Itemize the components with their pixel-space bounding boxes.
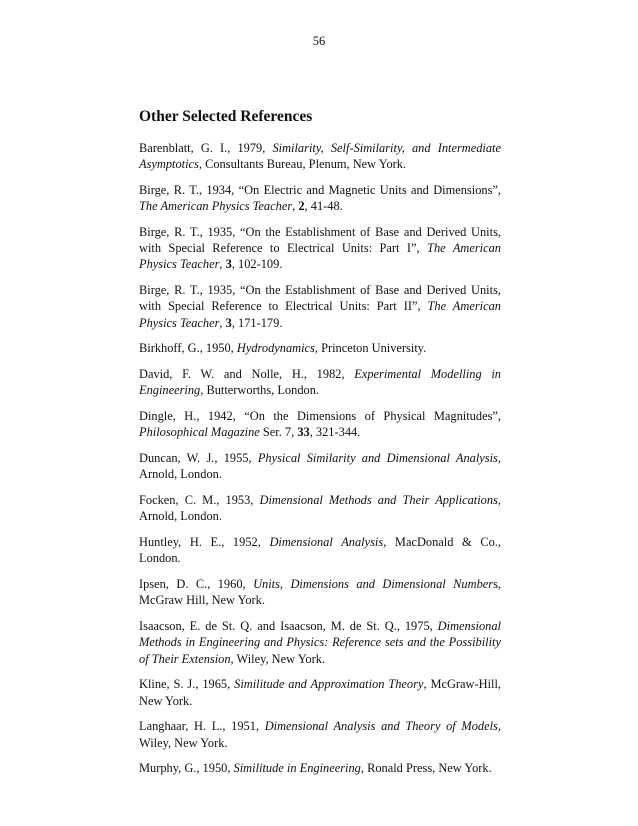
reference-entry (139, 224, 501, 273)
reference-text: Birge, R. T., 1934, “On Electric and Magnetic Units and Dimensions”, (139, 183, 501, 197)
reference-text: David, F. W. and Nolle, H., 1982, (139, 367, 355, 382)
reference-text: Duncan, W. J., 1955, (139, 451, 258, 466)
reference-text: Birkhoff, G., 1950, (139, 341, 237, 356)
reference-entry (139, 282, 501, 331)
reference-text: , Ronald Press, New York. (360, 761, 492, 776)
page-content (139, 108, 501, 786)
reference-text: , Arnold, London. (139, 493, 501, 524)
reference-title: Similitude and Approximation Theory (234, 677, 424, 692)
reference-title: The American Physics Teacher (139, 199, 293, 214)
reference-text: , (219, 257, 226, 272)
reference-text: Ser. 7, (259, 425, 298, 440)
reference-text: s, McGraw Hill, New York. (139, 577, 502, 608)
reference-text: , Butterworths, London. (200, 383, 319, 398)
reference-title: Units, Dimensions and Dimensional Number (253, 577, 494, 592)
reference-volume: 33 (297, 425, 310, 440)
reference-text: Barenblatt, G. I., 1979, (139, 141, 273, 155)
reference-text: Isaacson, E. de St. Q. and Isaacson, M. de St. Q., 1975, (139, 619, 438, 634)
reference-entry (139, 492, 501, 524)
reference-volume: 3 (225, 257, 232, 272)
reference-text: Kline, S. J., 1965, (139, 677, 235, 692)
section-title: Other Selected References (139, 108, 313, 125)
reference-entry (139, 450, 501, 482)
reference-text: , 171-179. (231, 315, 283, 330)
reference-title: Dimensional Analysis (269, 535, 384, 550)
reference-entry (139, 340, 501, 356)
reference-entry (139, 676, 501, 708)
reference-text: Birge, R. T., 1935, “On the Establishment of Base and Derived Units, with Special Reference to Electrical Units: Part I”, (139, 225, 501, 256)
reference-volume: 3 (225, 315, 232, 330)
reference-text: , Consultants Bureau, Plenum, New York. (198, 157, 407, 172)
reference-title: Hydrodynamics (236, 341, 315, 356)
reference-text: , 321-344. (309, 425, 361, 440)
reference-text: Huntley, H. E., 1952, (139, 535, 270, 550)
reference-title: Similarity, Self-Similarity, and Intermediate Asymptotics (139, 141, 501, 172)
reference-entry (139, 760, 501, 776)
reference-title: Dimensional Analysis and Theory of Models (264, 719, 498, 734)
reference-text: Langhaar, H. L., 1951, (139, 719, 265, 734)
reference-title: Philosophical Magazine (139, 425, 260, 440)
reference-text: , Wiley, New York. (230, 651, 326, 666)
reference-entry (139, 618, 501, 667)
reference-text: Murphy, G., 1950, (139, 761, 234, 776)
reference-text: , MacDonald & Co., London. (139, 535, 501, 566)
reference-text: , Wiley, New York. (139, 719, 501, 750)
reference-text: Focken, C. M., 1953, (139, 493, 260, 508)
reference-title: Physical Similarity and Dimensional Analysis (257, 451, 498, 466)
reference-entry (139, 534, 501, 566)
reference-entry (139, 140, 501, 172)
reference-text: Birge, R. T., 1935, “On the Establishment of Base and Derived Units, with Special Reference to Electrical Units: Part II”, (139, 283, 501, 314)
reference-text: , 102-109. (231, 257, 283, 272)
reference-title: Dimensional Methods in Engineering and Physics: Reference sets and the Possibility of Their Extension (139, 619, 501, 666)
reference-text: Dingle, H., 1942, “On the Dimensions of Physical Magnitudes”, (139, 409, 501, 424)
reference-entry (139, 718, 501, 750)
reference-entry (139, 182, 501, 214)
reference-text: Ipsen, D. C., 1960, (139, 577, 254, 592)
page-number: 56 (312, 34, 326, 48)
reference-title: Dimensional Methods and Their Applications (259, 493, 498, 508)
reference-title: The American Physics Teacher (139, 299, 501, 330)
reference-title: Similitude in Engineering (233, 761, 361, 776)
reference-text: , (219, 315, 226, 330)
reference-text: , Princeton University. (314, 341, 427, 356)
reference-title: Experimental Modelling in Engineering (139, 367, 502, 398)
reference-entry (139, 408, 501, 440)
reference-list (139, 140, 501, 777)
reference-text: , 41-48. (304, 199, 343, 214)
reference-text: , (292, 199, 299, 214)
reference-volume: 2 (298, 199, 305, 214)
reference-text: , McGraw-Hill, New York. (139, 677, 501, 708)
reference-entry (139, 576, 501, 608)
reference-entry (139, 366, 501, 398)
reference-title: The American Physics Teacher (139, 241, 501, 272)
reference-text: , Arnold, London. (139, 451, 501, 482)
